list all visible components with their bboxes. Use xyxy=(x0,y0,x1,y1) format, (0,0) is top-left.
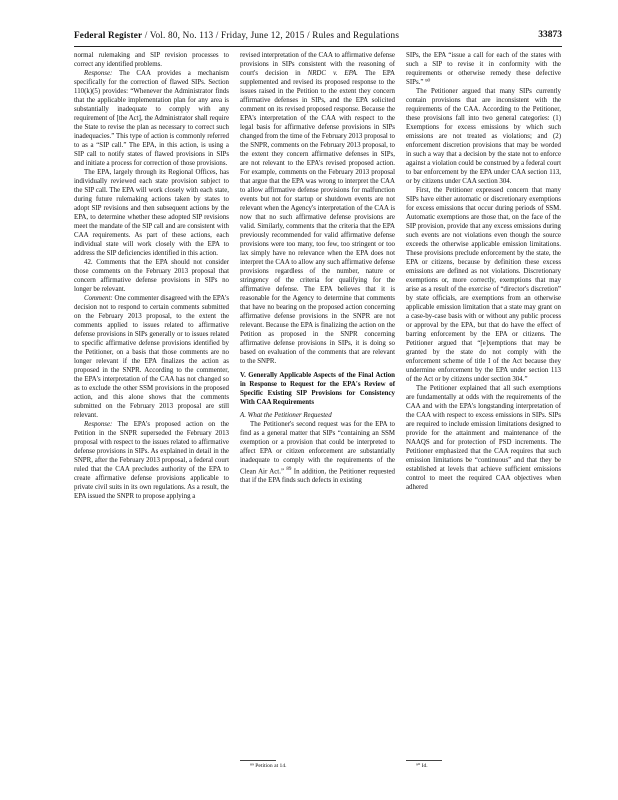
paragraph-text: The EPA's proposed action on the Petition in the SNPR superseded the February 2013 proposal with respect to the issues related to affirmative defense provisions in SIPs. As explained in detail in the SNPR, after the February 2013 proposal, a federal court ruled that the CAA precludes authority of the EPA to create affirmative defense provisions applicable to private civil suits in its own regulations. As a result, the EPA issued the SNPR to propose applying a xyxy=(74,421,229,500)
paragraph-text: In addition, the Petitioner requested that if the EPA finds such defects in existing xyxy=(240,468,395,485)
paragraph xyxy=(74,294,229,420)
issue-details: / Vol. 80, No. 113 / Friday, June 12, 2015 / Rules and Regulations xyxy=(144,30,400,40)
running-head xyxy=(74,30,399,40)
column-3 xyxy=(406,51,561,492)
paragraph xyxy=(74,69,229,168)
paragraph: normal rulemaking and SIP revision processes to correct any identified problems. xyxy=(74,52,229,68)
response-label: Response: xyxy=(84,70,113,77)
paragraph: SIPs, the EPA “issue a call for each of the states with such a SIP to revise it in conformity with the requirements or otherwise remedy these defective SIPs.” ⁹⁰ xyxy=(406,52,561,86)
footnote: ⁸⁹ Petition at 14. xyxy=(250,763,287,769)
paragraph xyxy=(240,420,395,485)
page-number: 33873 xyxy=(538,30,562,40)
response-label: Response: xyxy=(84,421,113,428)
case-name: NRDC v. EPA. xyxy=(307,70,358,77)
header-rule xyxy=(74,46,562,47)
journal-register: Register xyxy=(108,30,143,40)
page-header xyxy=(74,30,562,42)
footnote-rule xyxy=(406,760,442,761)
paragraph-text: The Petitioner's second request was for the EPA to find as a general matter that SIPs “containing an SSM exemption or a provision that could be interpreted to affect EPA or citizen enforcement are substantially inadequate to comply with the requirements of the Clean Air Act.” xyxy=(240,421,395,476)
paragraph: The Petitioner explained that all such exemptions are fundamentally at odds with the requirements of the CAA and with the EPA's longstanding interpretation of the CAA with respect to excess emissions in SIPs. SIPs are required to include emission limitations designed to provide for the attainment and maintenance of the NAAQS and for protection of PSD increments. The Petitioner emphasized that the CAA requires that such emission limitations be “continuous” and that they be established at levels that achieve sufficient emissions control to meet the required CAA objectives when adhered xyxy=(406,385,561,491)
column-2 xyxy=(240,51,395,485)
journal-name: Federal xyxy=(74,30,106,40)
paragraph-text: The EPA supplemented and revised its proposed response to the issues raised in the Petition to the extent they concern affirmative defenses in SIPs, and the EPA solicited comment on its revised proposed response. Because the EPA's interpretation of the CAA with respect to the legal basis for affirmative defense provisions in SIPs changed from the time of the February 2013 proposal to the SNPR, comments on the February 2013 proposal, to the extent they concern affirmative defenses in SIPs, are not relevant to the EPA's revised proposed action. For example, comments on the February 2013 proposal that argue that the EPA was wrong to interpret the CAA to allow affirmative defense provisions for malfunction events but not for startup or shutdown events are not relevant when the Agency's interpretation of the CAA is now that no such affirmative defense provisions are valid. Similarly, comments that the criteria that the EPA previously recommended for valid affirmative defense provisions were too many, too few, too stringent or too lax simply have no relevance when the EPA does not interpret the CAA to allow any such affirmative defense provisions regardless of the number, nature or stringency of the criteria for qualifying for the affirmative defense. The EPA believes that it is reasonable for the Agency to determine that comments that have no bearing on the proposed action concerning affirmative defense provisions in the SNPR are not relevant. Because the EPA is finalizing the action on the Petition as proposed in the SNPR concerning affirmative defense provisions in SIPs, it is doing so based on evaluation of the comments that are relevant to the SNPR. xyxy=(240,70,395,365)
paragraph xyxy=(240,51,395,366)
comment-label: Comment: xyxy=(84,295,113,302)
paragraph: The EPA, largely through its Regional Offices, has individually reviewed each state provision subject to the SIP call. The EPA will work closely with each state, during future rulemaking actions taken by states to adopt SIP revisions and then subsequent actions by the EPA, to determine whether these adopted SIP revisions meet the mandate of the SIP call and are consistent with CAA requirements. As part of these actions, each individual state will work closely with the EPA to address the SIP deficiencies identified in this action. xyxy=(74,169,229,257)
paragraph-text: One commenter disagreed with the EPA's decision not to respond to certain comments submitted on the February 2013 proposal, to the extent the comments applied to issues related to affirmative defense provisions in SIPs generally or to issues related to specific affirmative defense provisions identified by the Petitioner, on a basis that those comments are no longer relevant if the EPA finalizes the action as proposed in the SNPR. According to the commenter, the EPA's interpretation of the CAA has not changed so as to exclude the other SSM provisions in the proposed action, and this alone shows that the comments submitted on the February 2013 proposal are still relevant. xyxy=(74,295,229,419)
section-heading: V. Generally Applicable Aspects of the Final Action in Response to Request for the EPA's Review of Specific Existing SIP Provisions for Consistency With CAA Requirements xyxy=(240,372,395,406)
section-heading: 42. Comments that the EPA should not consider those comments on the February 2013 proposal that concern affirmative defense provisions in SIPs no longer be relevant. xyxy=(74,259,229,293)
subsection-heading: A. What the Petitioner Requested xyxy=(240,412,332,419)
paragraph: First, the Petitioner expressed concern that many SIPs have either automatic or discretionary exemptions for excess emissions that occur during periods of SSM. Automatic exemptions are those that, on the face of the SIP provision, provide that any excess emissions during such events are not violations even though the source exceeds the otherwise applicable emission limitations. These provisions preclude enforcement by the state, the EPA or citizens, because by definition these excess emissions are defined as not violations. Discretionary exemptions or, more correctly, exemptions that may arise as a result of the exercise of “director's discretion” by state officials, are exemptions from an otherwise applicable emission limitation that a state may grant on a case-by-case basis with or without any public process or approval by the EPA, but that do have the effect of barring enforcement by the EPA or citizens. The Petitioner argued that “[e]xemptions that may be granted by the state do not comply with the enforcement scheme of title I of the Act because they undermine enforcement by the EPA under section 113 of the Act or by citizens under section 304.” xyxy=(406,187,561,383)
paragraph-text: The CAA provides a mechanism specifically for the correction of flawed SIPs. Section 110(k)(5) provides: “Whenever the Administrator finds that the applicable implementation plan for any area is substantially inadequate to comply with any requirement of [the Act], the Administrator shall require the State to revise the plan as necessary to correct such inadequacies.” This type of action is commonly referred to as a “SIP call.” The EPA, in this action, is using a SIP call to notify states of flawed provisions in SIPs and initiate a process for correction of those provisions. xyxy=(74,70,229,167)
footnote-ref: 89 xyxy=(286,467,292,472)
footnote: ⁹⁰ Id. xyxy=(416,763,428,769)
footnote-rule xyxy=(240,760,276,761)
paragraph-text: revised interpretation of the CAA to affirmative defense provisions in SIPs consistent with the reasoning of court's decision in xyxy=(240,52,395,77)
paragraph: The Petitioner argued that many SIPs currently contain provisions that are inconsistent with the requirements of the CAA. According to the Petitioner, these provisions fall into two general categories: (1) Exemptions for excess emissions by which such emissions are not treated as violations; and (2) enforcement discretion provisions that may be worded in such a way that a decision by the state not to enforce against a violation could be construed by a federal court to bar enforcement by the EPA under CAA section 113, or by citizens under CAA section 304. xyxy=(406,88,561,185)
column-1 xyxy=(74,51,229,501)
paragraph xyxy=(74,420,229,501)
